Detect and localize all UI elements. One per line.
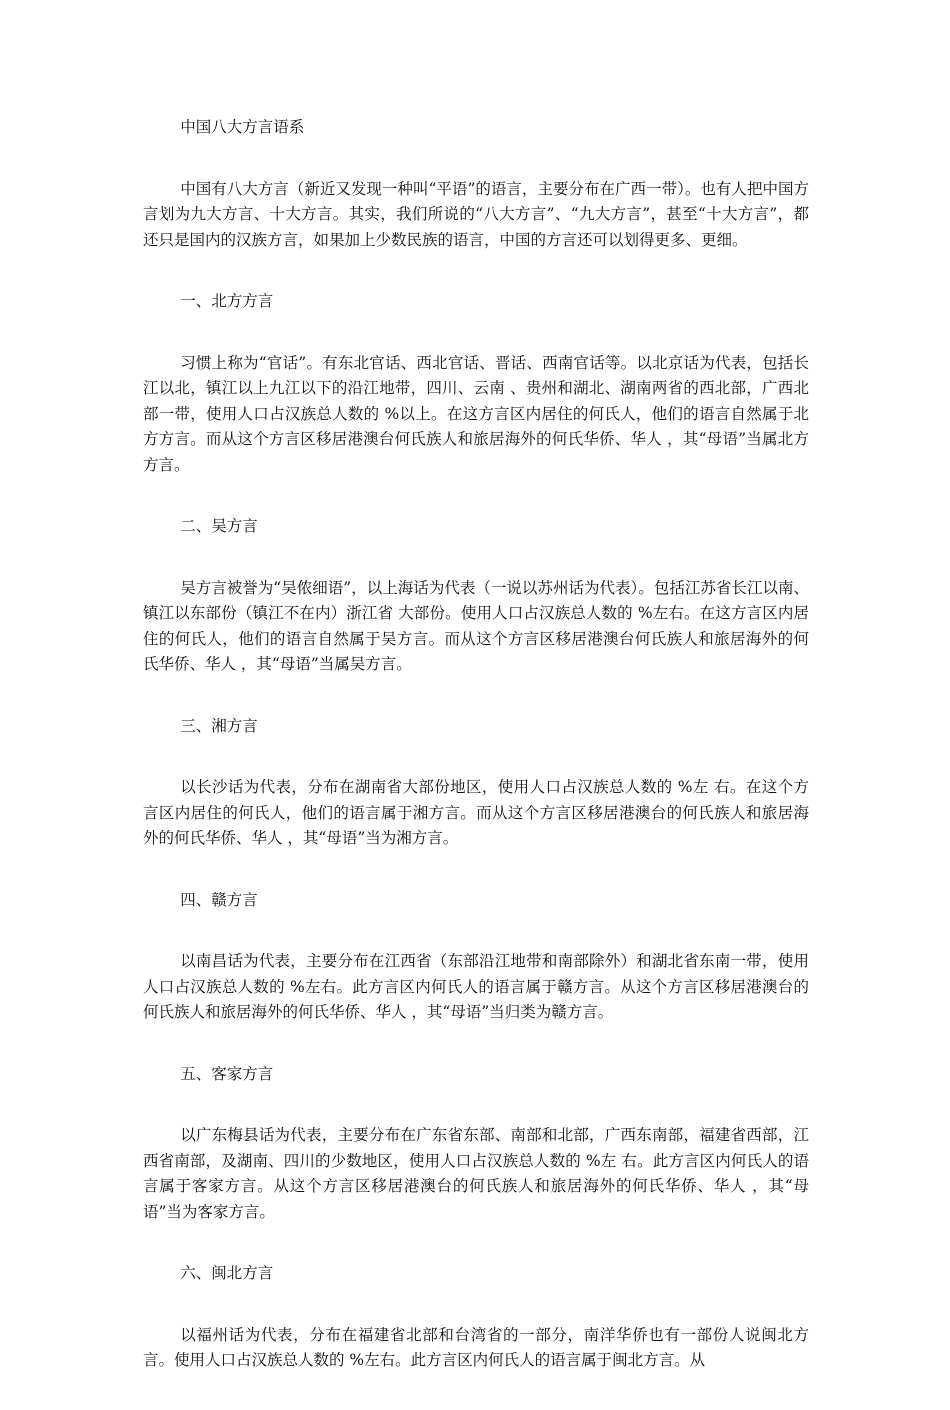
intro-paragraph: 中国有八大方言（新近又发现一种叫“平语”的语言，主要分布在广西一带）。也有人把中国方言划为九大方言、十大方言。其实，我们所说的“八大方言”、“九大方言”，甚至“十大方言”，都还只是国内的汉族方言，如果加上少数民族的语言，中国的方言还可以划得更多、更细。 [143, 179, 809, 249]
section-heading-xiang: 三、湘方言 [180, 716, 258, 735]
section-body-xiang: 以长沙话为代表，分布在湖南省大部份地区，使用人口占汉族总人数的 %左 右。在这个方言区内居住的何氏人，他们的语言属于湘方言。而从这个方言区移居港澳台的何氏族人和旅居海外的何氏华侨、华人 ，其“母语”当为湘方言。 [143, 778, 809, 847]
section-heading-north: 一、北方方言 [180, 292, 274, 310]
section-body-gan: 以南昌话为代表，主要分布在江西省（东部沿江地带和南部除外）和湖北省东南一带，使用人口占汉族总人数的 %左右。此方言区内何氏人的语言属于赣方言。从这个方言区移居港澳台的何氏族人和旅居海外的何氏华侨、华人 ，其“母语”当归类为赣方言。 [143, 952, 809, 1021]
section-body-north: 习惯上称为“官话”。有东北官话、西北官话、晋话、西南官话等。以北京话为代表，包括长江以北，镇江以上九江以下的沿江地带，四川、云南 、贵州和湖北、湖南两省的西北部，广西北部一带，使用人口占汉族总人数的 %以上。在这方言区内居住的何氏人，他们的语言自然属于北方方言。而从这个方言区移居港澳台何氏族人和旅居海外的何氏华侨、华人 ，其“母语”当属北方方言。 [143, 353, 809, 474]
section-heading-wu: 二、吴方言 [180, 517, 258, 535]
section-body-minbei: 以福州话为代表，分布在福建省北部和台湾省的一部分，南洋华侨也有一部份人说闽北方言。使用人口占汉族总人数的 %左右。此方言区内何氏人的语言属于闽北方言。从 [143, 1325, 809, 1369]
section-heading-gan: 四、赣方言 [180, 890, 258, 909]
section-body-hakka: 以广东梅县话为代表，主要分布在广东省东部、南部和北部，广西东南部，福建省西部，江西省南部，及湖南、四川的少数地区，使用人口占汉族总人数的 %左 右。此方言区内何氏人的语言属于客家方言。从这个方言区移居港澳台的何氏族人和旅居海外的何氏华侨、华人 ，其“母语”当为客家方言。 [143, 1126, 809, 1221]
document-title: 中国八大方言语系 [180, 118, 305, 136]
section-heading-minbei: 六、闽北方言 [180, 1264, 274, 1282]
document-page [143, 115, 809, 1410]
section-body-wu: 吴方言被誉为“吴侬细语”，以上海话为代表（一说以苏州话为代表）。包括江苏省长江以南、镇江以东部份（镇江不在内）浙江省 大部份。使用人口占汉族总人数的 %左右。在这方言区内居住的何氏人，他们的语言自然属于吴方言。而从这个方言区移居港澳台何氏族人和旅居海外的何氏华侨、华人 ，其“母语”当属吴方言。 [143, 578, 809, 673]
section-heading-hakka: 五、客家方言 [180, 1064, 274, 1083]
